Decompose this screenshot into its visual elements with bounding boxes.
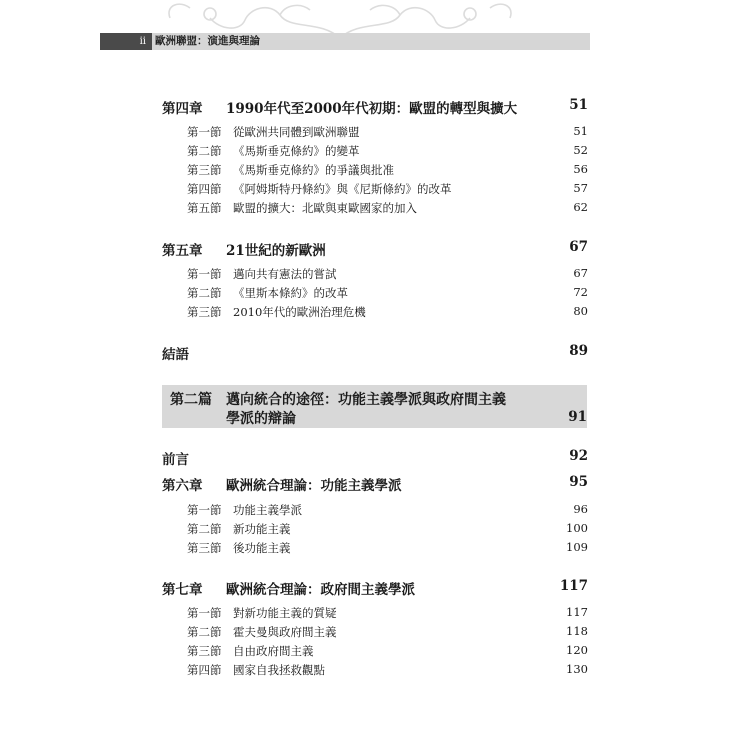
chapter-number: 第四章 xyxy=(162,101,203,117)
conclusion-title: 結語 xyxy=(162,347,189,363)
section-title: 功能主義學派 xyxy=(233,503,302,517)
section-number: 第二節 xyxy=(187,286,222,300)
section-page: 72 xyxy=(573,285,588,299)
section-title: 霍夫曼與政府間主義 xyxy=(233,625,337,639)
toc-chapter-4[interactable] xyxy=(162,97,588,117)
section-number: 第三節 xyxy=(187,644,222,658)
section-number: 第三節 xyxy=(187,163,222,177)
part-page: 91 xyxy=(568,409,587,425)
section-page: 100 xyxy=(566,521,588,535)
chapter-page: 67 xyxy=(569,239,588,255)
toc-section[interactable] xyxy=(187,643,588,661)
chapter-number: 第七章 xyxy=(162,582,203,598)
toc-section[interactable] xyxy=(187,285,588,303)
toc-conclusion[interactable] xyxy=(162,343,588,363)
section-title: 新功能主義 xyxy=(233,522,291,536)
chapter-title: 歐洲統合理論：政府間主義學派 xyxy=(226,582,415,598)
chapter-title: 歐洲統合理論：功能主義學派 xyxy=(226,478,402,494)
toc-section[interactable] xyxy=(187,502,588,520)
section-page: 51 xyxy=(573,124,588,138)
toc-section[interactable] xyxy=(187,662,588,680)
section-page: 118 xyxy=(566,624,588,638)
toc-part-2[interactable] xyxy=(162,385,587,428)
chapter-page: 117 xyxy=(559,578,588,594)
section-title: 對新功能主義的質疑 xyxy=(233,606,337,620)
toc-section[interactable] xyxy=(187,624,588,642)
section-title: 後功能主義 xyxy=(233,541,291,555)
section-page: 67 xyxy=(573,266,588,280)
header-book-title: 歐洲聯盟：演進與理論 xyxy=(155,35,260,47)
section-page: 120 xyxy=(566,643,588,657)
toc-section[interactable] xyxy=(187,143,588,161)
toc-chapter-7[interactable] xyxy=(162,578,588,598)
toc-chapter-5[interactable] xyxy=(162,239,588,259)
preface-title: 前言 xyxy=(162,452,189,468)
part-title-line1: 邁向統合的途徑：功能主義學派與政府間主義 xyxy=(226,392,506,408)
section-title: 《馬斯垂克條約》的爭議與批准 xyxy=(233,163,394,177)
chapter-number: 第五章 xyxy=(162,243,203,259)
section-title: 國家自我拯救觀點 xyxy=(233,663,325,677)
part-title-line2: 學派的辯論 xyxy=(226,411,296,427)
preface-page: 92 xyxy=(569,448,588,464)
toc-section[interactable] xyxy=(187,200,588,218)
part-number: 第二篇 xyxy=(170,392,212,408)
section-number: 第五節 xyxy=(187,201,222,215)
section-number: 第二節 xyxy=(187,522,222,536)
section-page: 56 xyxy=(573,162,588,176)
section-title: 《里斯本條約》的改革 xyxy=(233,286,348,300)
chapter-title: 1990年代至2000年代初期：歐盟的轉型與擴大 xyxy=(226,101,518,117)
toc-section[interactable] xyxy=(187,540,588,558)
section-number: 第四節 xyxy=(187,182,222,196)
chapter-number: 第六章 xyxy=(162,478,203,494)
section-number: 第四節 xyxy=(187,663,222,677)
section-page: 80 xyxy=(573,304,588,318)
section-number: 第一節 xyxy=(187,503,222,517)
section-title: 歐盟的擴大：北歐與東歐國家的加入 xyxy=(233,201,417,215)
section-number: 第二節 xyxy=(187,625,222,639)
section-number: 第一節 xyxy=(187,606,222,620)
section-page: 130 xyxy=(566,662,588,676)
section-page: 62 xyxy=(573,200,588,214)
section-number: 第一節 xyxy=(187,125,222,139)
section-page: 96 xyxy=(573,502,588,516)
toc-section[interactable] xyxy=(187,304,588,322)
section-title: 2010年代的歐洲治理危機 xyxy=(233,305,366,319)
section-page: 52 xyxy=(573,143,588,157)
section-number: 第一節 xyxy=(187,267,222,281)
section-number: 第三節 xyxy=(187,305,222,319)
toc-section[interactable] xyxy=(187,162,588,180)
header-page-block xyxy=(100,33,152,50)
section-page: 109 xyxy=(566,540,588,554)
conclusion-page: 89 xyxy=(569,343,588,359)
section-title: 《阿姆斯特丹條約》與《尼斯條約》的改革 xyxy=(233,182,452,196)
section-title: 自由政府間主義 xyxy=(233,644,314,658)
section-title: 《馬斯垂克條約》的變革 xyxy=(233,144,360,158)
toc-section[interactable] xyxy=(187,124,588,142)
header-page-number: ii xyxy=(139,36,146,47)
section-number: 第二節 xyxy=(187,144,222,158)
toc-section[interactable] xyxy=(187,521,588,539)
chapter-page: 95 xyxy=(569,474,588,490)
toc-section[interactable] xyxy=(187,266,588,284)
chapter-page: 51 xyxy=(569,97,588,113)
section-page: 57 xyxy=(573,181,588,195)
toc-section[interactable] xyxy=(187,605,588,623)
section-title: 從歐洲共同體到歐洲聯盟 xyxy=(233,125,360,139)
section-number: 第三節 xyxy=(187,541,222,555)
section-page: 117 xyxy=(566,605,588,619)
toc-preface[interactable] xyxy=(162,448,588,468)
toc-chapter-6[interactable] xyxy=(162,474,588,494)
section-title: 邁向共有憲法的嘗試 xyxy=(233,267,337,281)
toc-section[interactable] xyxy=(187,181,588,199)
chapter-title: 21世紀的新歐洲 xyxy=(226,243,326,259)
